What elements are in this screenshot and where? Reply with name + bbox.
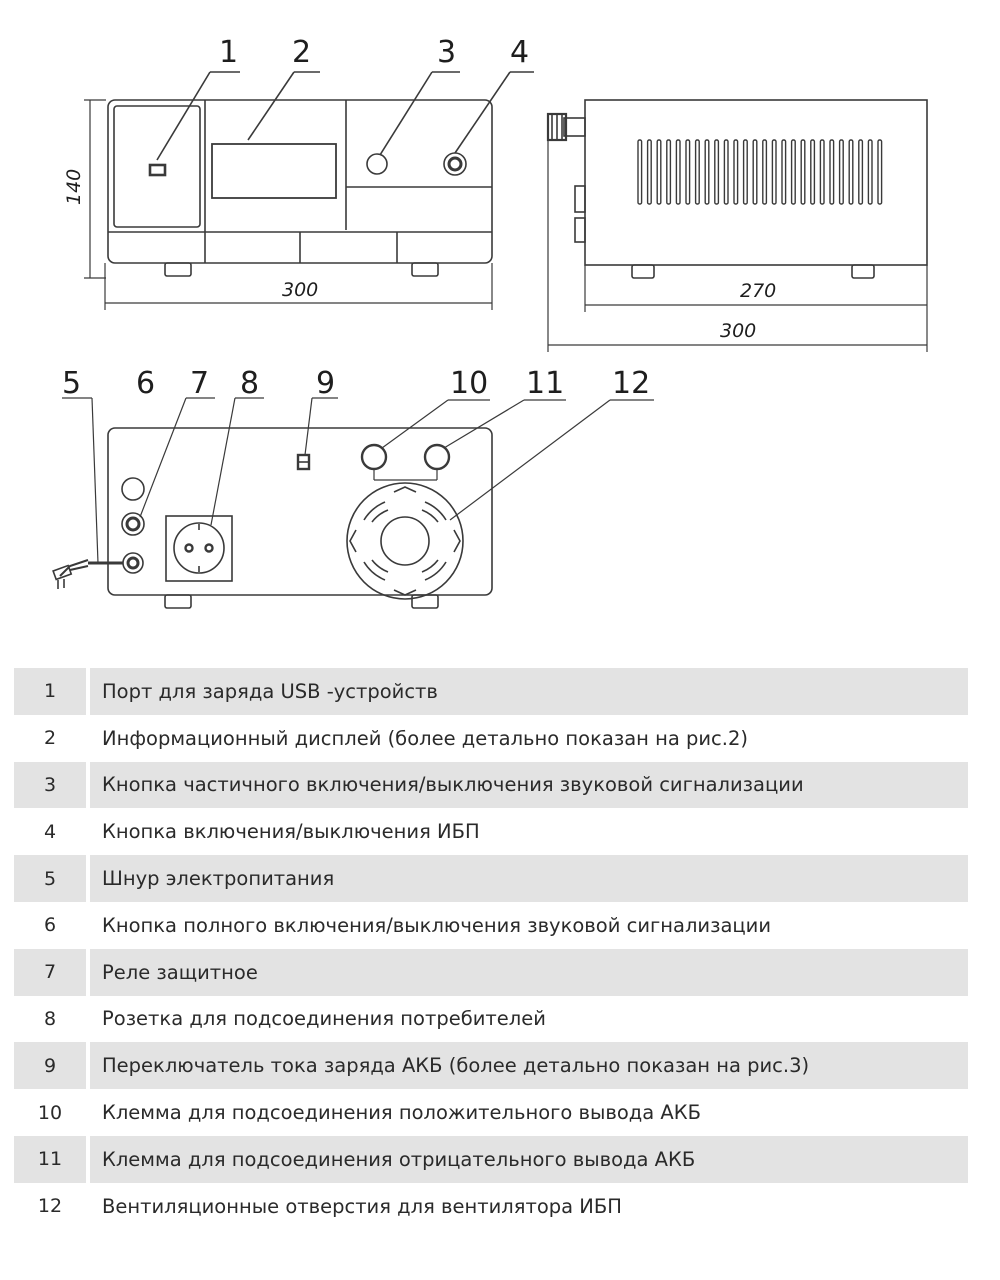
callout-3: 3: [437, 35, 457, 70]
usb-port: [150, 165, 165, 175]
legend-row: [14, 1183, 968, 1230]
info-display: [212, 144, 336, 198]
callout-9: 9: [316, 366, 336, 401]
callout-6: 6: [136, 366, 156, 401]
vent-slot: [830, 140, 834, 204]
vent-slot: [657, 140, 661, 204]
callout-12: 12: [612, 366, 651, 401]
legend-number: 10: [37, 1101, 63, 1124]
legend-description: Реле защитное: [90, 949, 968, 996]
vent-slot: [715, 140, 719, 204]
dim-side-total: 300: [720, 320, 757, 342]
side-view: [548, 100, 927, 352]
vent-slot: [772, 140, 776, 204]
legend-description: Кнопка включения/выключения ИБП: [102, 820, 480, 844]
callout-7: 7: [190, 366, 210, 401]
side-vents: [638, 140, 882, 204]
vent-slot: [638, 140, 642, 204]
vent-slot: [763, 140, 767, 204]
vent-slot: [840, 140, 844, 204]
legend-number: 5: [14, 855, 86, 902]
legend-row: [14, 715, 968, 762]
legend-number: 4: [43, 820, 57, 843]
legend-number: 11: [14, 1136, 86, 1183]
legend-row: [14, 1042, 968, 1089]
power-button: [444, 153, 466, 175]
legend-description: Шнур электропитания: [90, 855, 968, 902]
vent-slot: [734, 140, 738, 204]
vent-slot: [878, 140, 882, 204]
callout-11: 11: [526, 366, 565, 401]
legend-row: [14, 1089, 968, 1136]
full-sound-button: [122, 478, 144, 500]
callout-1: 1: [219, 35, 239, 70]
legend-table: [14, 668, 968, 1230]
front-view: [84, 72, 534, 310]
legend-row: [14, 855, 968, 902]
legend-description: Клемма для подсоединения отрицательного вывода АКБ: [90, 1136, 968, 1183]
dim-side-body: 270: [740, 280, 777, 302]
vent-slot: [648, 140, 652, 204]
partial-sound-button: [367, 154, 387, 174]
legend-row: [14, 808, 968, 855]
side-body: [585, 100, 927, 265]
legend-row: [14, 668, 968, 715]
vent-slot: [744, 140, 748, 204]
legend-description: Порт для заряда USB -устройств: [90, 668, 968, 715]
front-foot-left: [165, 263, 191, 276]
legend-row: [14, 762, 968, 809]
vent-slot: [859, 140, 863, 204]
dim-front-height: 140: [63, 168, 85, 205]
negative-terminal: [425, 445, 449, 469]
vent-slot: [801, 140, 805, 204]
positive-terminal: [362, 445, 386, 469]
legend-description: Клемма для подсоединения положительного вывода АКБ: [102, 1101, 701, 1125]
vent-slot: [868, 140, 872, 204]
rear-view: [53, 398, 654, 608]
vent-slot: [705, 140, 709, 204]
vent-slot: [696, 140, 700, 204]
legend-description: Кнопка частичного включения/выключения звуковой сигнализации: [90, 762, 968, 809]
legend-row: [14, 949, 968, 996]
front-foot-right: [412, 263, 438, 276]
vent-slot: [686, 140, 690, 204]
vent-slot: [724, 140, 728, 204]
legend-description: Кнопка полного включения/выключения звуковой сигнализации: [102, 913, 772, 937]
legend-number: 8: [43, 1007, 57, 1030]
vent-slot: [811, 140, 815, 204]
callout-4: 4: [510, 35, 530, 70]
legend-row: [14, 902, 968, 949]
callout-10: 10: [450, 366, 489, 401]
legend-number: 9: [14, 1042, 86, 1089]
legend-description: Вентиляционные отверстия для вентилятора ИБП: [102, 1194, 622, 1218]
vent-slot: [667, 140, 671, 204]
vent-slot: [753, 140, 757, 204]
legend-description: Переключатель тока заряда АКБ (более детально показан на рис.3): [90, 1042, 968, 1089]
vent-slot: [820, 140, 824, 204]
legend-row: [14, 1136, 968, 1183]
legend-row: [14, 996, 968, 1043]
vent-slot: [849, 140, 853, 204]
vent-slot: [676, 140, 680, 204]
fan-grille: [347, 483, 463, 599]
callout-5: 5: [62, 366, 82, 401]
legend-number: 1: [14, 668, 86, 715]
legend-description: Розетка для подсоединения потребителей: [102, 1007, 546, 1031]
callout-2: 2: [292, 35, 312, 70]
callout-8: 8: [240, 366, 260, 401]
dim-front-width: 300: [282, 279, 319, 301]
legend-number: 12: [37, 1195, 63, 1218]
legend-number: 7: [14, 949, 86, 996]
vent-slot: [792, 140, 796, 204]
legend-number: 2: [43, 727, 57, 750]
vent-slot: [782, 140, 786, 204]
legend-number: 3: [14, 762, 86, 809]
legend-number: 6: [43, 914, 57, 937]
legend-description: Информационный дисплей (более детально показан на рис.2): [102, 726, 748, 750]
